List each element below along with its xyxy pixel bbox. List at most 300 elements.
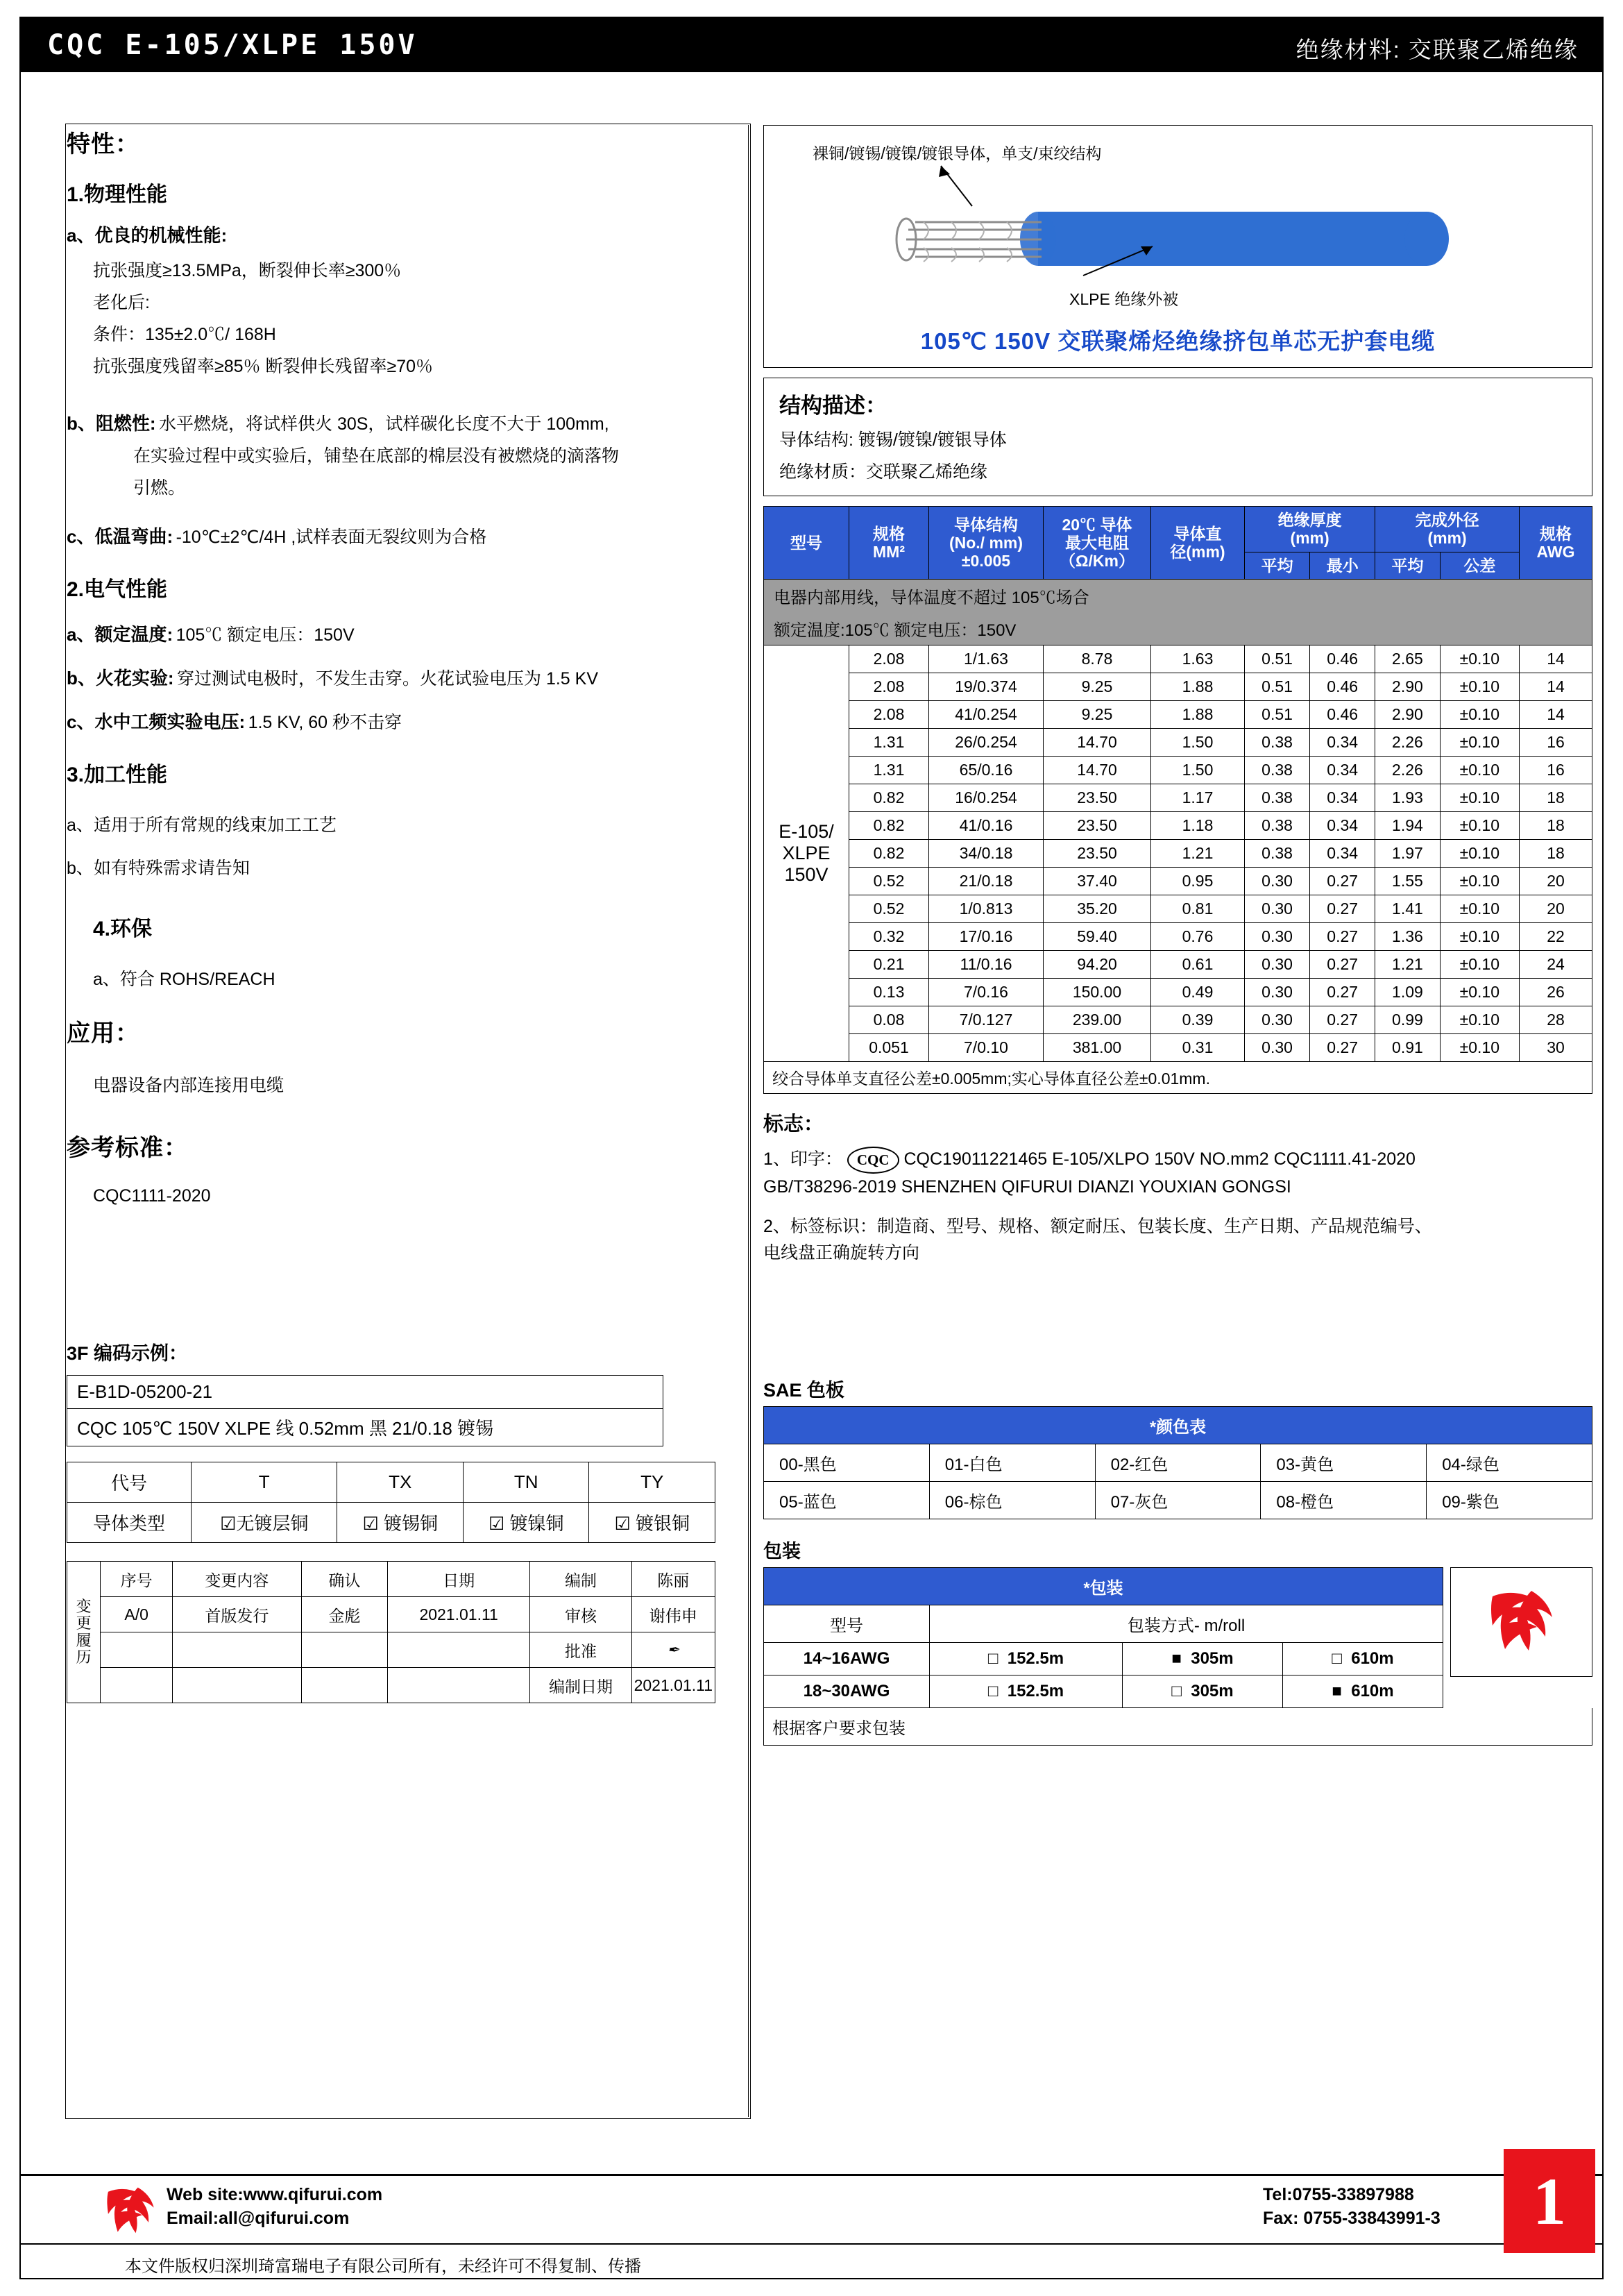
spec-cell-10-7: ±0.10 [1440,923,1519,951]
table-row [67,1597,715,1632]
footer-rule [21,2243,1602,2245]
th-outer-tol: 公差 [1440,552,1519,579]
qifurui-footer-logo-icon [97,2182,164,2240]
spec-cell-8-8: 20 [1520,868,1592,895]
application-title: 应用： [67,1020,139,1047]
table-row [67,1562,715,1597]
spec-cell-0-1: 1/1.63 [929,645,1044,673]
spec-cell-7-8: 18 [1520,840,1592,868]
packing-table [763,1567,1443,1708]
marking-line1-prefix: 1、印字： [763,1149,842,1170]
spec-cell-9-0: 0.52 [849,895,929,923]
spec-cell-14-5: 0.27 [1310,1034,1375,1062]
spec-cell-4-1: 65/0.16 [929,757,1044,784]
spec-cell-12-0: 0.13 [849,979,929,1006]
change-r1c5: 编制 [530,1562,631,1597]
figure-blue-title: 105℃ 150V 交联聚烯烃绝缘挤包单芯无护套电缆 [920,328,1436,354]
packing-row1-opt2[interactable]: ■ 305m [1123,1643,1283,1675]
left-column [67,125,750,1703]
spec-cell-8-4: 0.30 [1245,868,1310,895]
structure-line1: 导体结构: 镀锡/镀镍/镀银导体 [779,430,1007,450]
table-header-row [764,1605,1443,1643]
table-row [764,1006,1592,1034]
coding-example-line2: CQC 105℃ 150V XLPE 线 0.52mm 黑 21/0.18 镀锡 [67,1408,663,1446]
spec-cell-13-8: 28 [1520,1006,1592,1034]
marking-line1 [763,1146,1592,1174]
spec-cell-5-8: 18 [1520,784,1592,812]
th-awg: 规格 AWG [1520,507,1592,580]
spec-cell-0-3: 1.63 [1151,645,1245,673]
processing-a: a、适用于所有常规的线束加工工艺 [67,816,337,835]
physical-b-line1: 水平燃烧，将试样供火 30S，试样碳化长度不大于 100mm, [159,414,609,434]
physical-a-line3: 条件：135±2.0℃/ 168H [93,325,276,344]
sae-r2c5: 09-紫色 [1427,1482,1592,1519]
spec-cell-4-2: 14.70 [1044,757,1151,784]
th-spec: 规格 MM² [849,507,929,580]
spec-cell-10-4: 0.30 [1245,923,1310,951]
spec-cell-11-6: 1.21 [1375,951,1440,979]
spec-cell-3-1: 26/0.254 [929,729,1044,757]
spec-cell-4-4: 0.38 [1245,757,1310,784]
spec-cell-6-8: 18 [1520,812,1592,840]
th-resistance: 20℃ 导体 最大电阻 （Ω/Km） [1044,507,1151,580]
packing-row1-model: 14~16AWG [764,1643,930,1675]
daihao-h3: TN [463,1462,589,1503]
spec-cell-5-2: 23.50 [1044,784,1151,812]
spec-cell-4-0: 1.31 [849,757,929,784]
daihao-row-label: 导体类型 [67,1503,192,1543]
footer-logo [97,2182,164,2244]
change-r1c4: 2021.01.11 [387,1597,529,1632]
reference-title: 参考标准： [67,1135,188,1161]
spec-cell-10-5: 0.27 [1310,923,1375,951]
spec-cell-2-3: 1.88 [1151,701,1245,729]
structure-title: 结构描述： [779,394,887,418]
table-row [764,1643,1443,1675]
physical-b-line3: 引燃。 [133,478,186,498]
table-row [764,580,1592,613]
table-row [764,701,1592,729]
table-header-row [764,1407,1592,1444]
spec-cell-13-0: 0.08 [849,1006,929,1034]
change-r4c5: 编制日期 [530,1668,631,1703]
qifurui-logo-icon [1480,1584,1563,1660]
company-logo-box [1450,1567,1592,1677]
sae-r1c4: 03-黄色 [1261,1444,1427,1482]
page-number-badge: 1 [1504,2149,1595,2253]
figure-bottom-label: XLPE 绝缘外被 [1069,290,1179,308]
spec-cell-6-0: 0.82 [849,812,929,840]
physical-a-line4: 抗张强度残留率≥85％ 断裂伸长残留率≥70％ [93,357,434,376]
spec-cell-12-3: 0.49 [1151,979,1245,1006]
coding-example-title: 3F 编码示例： [67,1343,188,1364]
spec-cell-12-2: 150.00 [1044,979,1151,1006]
sae-r2c4: 08-橙色 [1261,1482,1427,1519]
spec-cell-12-5: 0.27 [1310,979,1375,1006]
packing-row1-opt1[interactable]: □ 152.5m [930,1643,1123,1675]
spec-cell-8-6: 1.55 [1375,868,1440,895]
physical-b-label: b、阻燃性: [67,413,156,434]
spec-cell-5-4: 0.38 [1245,784,1310,812]
spec-cell-5-6: 1.93 [1375,784,1440,812]
spec-cell-12-7: ±0.10 [1440,979,1519,1006]
spec-cell-6-5: 0.34 [1310,812,1375,840]
page-footer [21,2179,1602,2280]
marking-line2: GB/T38296-2019 SHENZHEN QIFURUI DIANZI YOUXIAN GONGSI [763,1176,1291,1197]
spec-cell-7-6: 1.97 [1375,840,1440,868]
spec-cell-6-4: 0.38 [1245,812,1310,840]
table-row [67,1668,715,1703]
change-r2c5: 审核 [530,1597,631,1632]
change-r1c3: 金彪 [301,1597,387,1632]
spec-cell-14-7: ±0.10 [1440,1034,1519,1062]
spec-cell-1-3: 1.88 [1151,673,1245,701]
th-cond-struct: 导体结构 (No./ mm) ±0.005 [929,507,1044,580]
packing-row2-opt2[interactable]: □ 305m [1123,1675,1283,1708]
spec-cell-2-5: 0.46 [1310,701,1375,729]
spec-cell-5-3: 1.17 [1151,784,1245,812]
table-row [67,1632,715,1668]
spec-cell-3-3: 1.50 [1151,729,1245,757]
daihao-v1[interactable]: ☑ 镀锡铜 [337,1503,464,1543]
spec-cell-3-8: 16 [1520,729,1592,757]
packing-title: 包装 [763,1541,801,1562]
change-r4c6: 2021.01.11 [631,1668,715,1703]
spec-cell-14-6: 0.91 [1375,1034,1440,1062]
table-row [764,1675,1443,1708]
figure-top-label: 裸铜/镀锡/镀镍/镀银导体，单支/束绞结构 [813,144,1102,162]
coding-example-box [67,1375,663,1446]
daihao-h4: TY [589,1462,715,1503]
spec-cell-8-1: 21/0.18 [929,868,1044,895]
change-h1: 序号 [101,1562,173,1597]
table-row [764,979,1592,1006]
spec-cell-11-1: 11/0.16 [929,951,1044,979]
spec-cell-10-3: 0.76 [1151,923,1245,951]
spec-cell-1-0: 2.08 [849,673,929,701]
sae-r1c1: 00-黑色 [764,1444,930,1482]
footer-email[interactable]: Email:all@qifurui.com [167,2209,350,2228]
change-r3c5: 批准 [530,1632,631,1668]
specification-table [763,506,1592,1094]
spec-cell-1-4: 0.51 [1245,673,1310,701]
spec-cell-0-5: 0.46 [1310,645,1375,673]
sae-r1c5: 04-绿色 [1427,1444,1592,1482]
physical-c-label: c、低温弯曲: [67,526,173,547]
th-insul-avg: 平均 [1245,552,1310,579]
spec-cell-8-5: 0.27 [1310,868,1375,895]
column-divider [748,125,749,2117]
environment-a: a、符合 ROHS/REACH [93,970,275,989]
spec-cell-12-4: 0.30 [1245,979,1310,1006]
spec-cell-7-1: 34/0.18 [929,840,1044,868]
spec-cell-13-3: 0.39 [1151,1006,1245,1034]
table-row [764,1444,1592,1482]
spec-cell-11-5: 0.27 [1310,951,1375,979]
footer-tel: Tel:0755-33897988 [1263,2185,1414,2204]
section-physical-title: 1.物理性能 [67,183,168,206]
table-header-row [764,1568,1443,1605]
spec-cell-9-7: ±0.10 [1440,895,1519,923]
spec-cell-8-2: 37.40 [1044,868,1151,895]
spec-cell-1-8: 14 [1520,673,1592,701]
spec-cell-13-6: 0.99 [1375,1006,1440,1034]
table-row [764,1034,1592,1062]
table-row [67,1462,715,1503]
spec-cell-0-6: 2.65 [1375,645,1440,673]
spec-cell-11-8: 24 [1520,951,1592,979]
table-row [764,868,1592,895]
sae-r2c2: 06-棕色 [929,1482,1095,1519]
spec-cell-14-3: 0.31 [1151,1034,1245,1062]
marking-title: 标志： [763,1113,824,1136]
spec-cell-12-8: 26 [1520,979,1592,1006]
spec-cell-0-2: 8.78 [1044,645,1151,673]
spec-cell-6-6: 1.94 [1375,812,1440,840]
spec-cell-8-0: 0.52 [849,868,929,895]
spec-cell-0-0: 2.08 [849,645,929,673]
packing-row2-opt1[interactable]: □ 152.5m [930,1675,1123,1708]
footer-website[interactable]: Web site:www.qifurui.com [167,2185,383,2204]
spec-cell-7-2: 23.50 [1044,840,1151,868]
packing-row1-opt3[interactable]: □ 610m [1283,1643,1443,1675]
th-model: 型号 [764,507,849,580]
sae-header: *颜色表 [764,1407,1592,1444]
table-row [764,1482,1592,1519]
change-signature: ✒ [631,1632,715,1668]
structure-description [763,378,1592,496]
electrical-b-label: b、火花实验: [67,668,174,689]
spec-cell-1-7: ±0.10 [1440,673,1519,701]
spec-cell-8-3: 0.95 [1151,868,1245,895]
spec-cell-0-7: ±0.10 [1440,645,1519,673]
cable-figure [763,125,1592,368]
electrical-a-line1: 105℃ 额定电压：150V [176,625,355,645]
change-r1c6: 陈丽 [631,1562,715,1597]
th-insulation: 绝缘厚度 (mm) [1245,507,1375,552]
spec-cell-7-7: ±0.10 [1440,840,1519,868]
table-gray-note2: 额定温度:105℃ 额定电压：150V [764,612,1592,645]
reference-text: CQC1111-2020 [93,1186,211,1206]
electrical-c-line1: 1.5 KV, 60 秒不击穿 [248,713,402,732]
table-row [67,1503,715,1543]
th-diameter: 导体直 径(mm) [1151,507,1245,580]
daihao-v2[interactable]: ☑ 镀镍铜 [463,1503,589,1543]
daihao-h1: T [192,1462,337,1503]
spec-cell-9-6: 1.41 [1375,895,1440,923]
table-row [764,784,1592,812]
spec-cell-1-6: 2.90 [1375,673,1440,701]
spec-cell-2-4: 0.51 [1245,701,1310,729]
spec-cell-11-4: 0.30 [1245,951,1310,979]
spec-cell-4-5: 0.34 [1310,757,1375,784]
daihao-h0: 代号 [67,1462,192,1503]
daihao-v3[interactable]: ☑ 镀银铜 [589,1503,715,1543]
footer-copyright: 本文件版权归深圳琦富瑞电子有限公司所有，未经许可不得复制、传播 [125,2257,641,2276]
marking-line3: 2、标签标识：制造商、型号、规格、额定耐压、包装长度、生产日期、产品规范编号、 [763,1216,1432,1236]
spec-cell-8-7: ±0.10 [1440,868,1519,895]
spec-cell-3-4: 0.38 [1245,729,1310,757]
marking-section [763,1109,1592,1267]
spec-cell-13-2: 239.00 [1044,1006,1151,1034]
footer-divider [21,2174,1602,2176]
spec-cell-3-5: 0.34 [1310,729,1375,757]
spec-cell-12-6: 1.09 [1375,979,1440,1006]
spec-cell-11-3: 0.61 [1151,951,1245,979]
header-title-right: 绝缘材料: 交联聚乙烯绝缘 [1295,37,1579,62]
structure-line2: 绝缘材质：交联聚乙烯绝缘 [779,462,988,482]
spec-cell-2-7: ±0.10 [1440,701,1519,729]
packing-row2-opt3[interactable]: ■ 610m [1283,1675,1443,1708]
sae-r2c3: 07-灰色 [1095,1482,1261,1519]
spec-cell-3-0: 1.31 [849,729,929,757]
table-gray-note1: 电器内部用线，导体温度不超过 105℃场合 [764,580,1592,613]
packing-note: 根据客户要求包装 [763,1708,1592,1746]
spec-cell-7-4: 0.38 [1245,840,1310,868]
specification-table-body [764,645,1592,1062]
spec-cell-4-8: 16 [1520,757,1592,784]
spec-cell-10-2: 59.40 [1044,923,1151,951]
spec-cell-6-1: 41/0.16 [929,812,1044,840]
table-header-row [764,507,1592,552]
spec-cell-10-0: 0.32 [849,923,929,951]
change-r2c6: 谢伟申 [631,1597,715,1632]
spec-cell-7-5: 0.34 [1310,840,1375,868]
table-row [764,1062,1592,1094]
physical-b-line2: 在实验过程中或实验后，铺垫在底部的棉层没有被燃烧的滴落物 [133,446,620,466]
sae-color-table [763,1406,1592,1519]
spec-cell-7-3: 1.21 [1151,840,1245,868]
spec-cell-3-2: 14.70 [1044,729,1151,757]
th-outer-avg: 平均 [1375,552,1440,579]
physical-a-line2: 老化后: [93,293,150,312]
table-row [764,840,1592,868]
change-r1c2: 首版发行 [172,1597,301,1632]
table-row [764,812,1592,840]
spec-cell-7-0: 0.82 [849,840,929,868]
spec-cell-1-2: 9.25 [1044,673,1151,701]
th-outer: 完成外径 (mm) [1375,507,1520,552]
spec-cell-1-1: 19/0.374 [929,673,1044,701]
table-row [764,729,1592,757]
coding-example-line1: E-B1D-05200-21 [77,1381,213,1402]
packing-row2-model: 18~30AWG [764,1675,930,1708]
spec-cell-9-3: 0.81 [1151,895,1245,923]
table-row [764,673,1592,701]
packing-wrap [763,1567,1592,1708]
table-row [764,923,1592,951]
spec-cell-4-7: ±0.10 [1440,757,1519,784]
spec-cell-13-5: 0.27 [1310,1006,1375,1034]
footer-fax: Fax: 0755-33843991-3 [1263,2209,1441,2228]
sae-r1c3: 02-红色 [1095,1444,1261,1482]
electrical-a-label: a、额定温度: [67,624,173,645]
header-title-left: CQC E-105/XLPE 150V [47,29,418,61]
physical-a-line1: 抗张强度≥13.5MPa，断裂伸长率≥300％ [93,261,402,280]
spec-cell-14-8: 30 [1520,1034,1592,1062]
processing-b: b、如有特殊需求请告知 [67,859,250,878]
spec-cell-0-8: 14 [1520,645,1592,673]
spec-cell-12-1: 7/0.16 [929,979,1044,1006]
electrical-b-line1: 穿过测试电极时，不发生击穿。火花试验电压为 1.5 KV [177,669,598,689]
table-row [764,645,1592,673]
spec-cell-5-5: 0.34 [1310,784,1375,812]
spec-cell-11-0: 0.21 [849,951,929,979]
table-row [764,612,1592,645]
packing-col-model: 型号 [764,1605,930,1643]
table-row [764,895,1592,923]
spec-cell-4-6: 2.26 [1375,757,1440,784]
packing-col-way: 包装方式- m/roll [930,1605,1443,1643]
marking-line4: 电线盘正确旋转方向 [763,1243,920,1263]
spec-cell-5-7: ±0.10 [1440,784,1519,812]
sae-r1c2: 01-白色 [929,1444,1095,1482]
spec-cell-14-4: 0.30 [1245,1034,1310,1062]
features-title: 特性： [67,131,139,158]
table-tolerance-note: 绞合导体单支直径公差±0.005mm;实心导体直径公差±0.01mm. [764,1062,1592,1094]
change-r1c1: A/0 [101,1597,173,1632]
spec-cell-10-8: 22 [1520,923,1592,951]
spec-cell-13-7: ±0.10 [1440,1006,1519,1034]
change-h2: 变更内容 [172,1562,301,1597]
electrical-c-label: c、水中工频实验电压: [67,711,246,732]
spec-cell-9-1: 1/0.813 [929,895,1044,923]
table-row [764,757,1592,784]
spec-cell-2-1: 41/0.254 [929,701,1044,729]
cqc-logo-icon: CQC [847,1147,899,1174]
section-electrical-title: 2.电气性能 [67,578,168,601]
spec-cell-6-3: 1.18 [1151,812,1245,840]
change-h4: 日期 [387,1562,529,1597]
spec-cell-9-2: 35.20 [1044,895,1151,923]
spec-cell-14-2: 381.00 [1044,1034,1151,1062]
change-history-table [67,1561,715,1703]
spec-cell-0-4: 0.51 [1245,645,1310,673]
spec-cell-5-1: 16/0.254 [929,784,1044,812]
spec-cell-3-6: 2.26 [1375,729,1440,757]
spec-cell-4-3: 1.50 [1151,757,1245,784]
spec-cell-2-0: 2.08 [849,701,929,729]
spec-cell-2-6: 2.90 [1375,701,1440,729]
spec-cell-6-2: 23.50 [1044,812,1151,840]
spec-cell-11-2: 94.20 [1044,951,1151,979]
physical-a-label: a、优良的机械性能: [67,225,228,246]
change-h3: 确认 [301,1562,387,1597]
spec-cell-14-1: 7/0.10 [929,1034,1044,1062]
spec-cell-1-5: 0.46 [1310,673,1375,701]
table-row [764,951,1592,979]
spec-cell-11-7: ±0.10 [1440,951,1519,979]
spec-cell-3-7: ±0.10 [1440,729,1519,757]
daihao-h2: TX [337,1462,464,1503]
spec-cell-9-4: 0.30 [1245,895,1310,923]
packing-header: *包装 [764,1568,1443,1605]
spec-cell-6-7: ±0.10 [1440,812,1519,840]
spec-cell-9-5: 0.27 [1310,895,1375,923]
spec-cell-13-1: 7/0.127 [929,1006,1044,1034]
application-text: 电器设备内部连接用电缆 [93,1076,284,1095]
conductor-type-table [67,1462,715,1543]
section-environment-title: 4.环保 [93,918,153,940]
physical-c-line1: -10℃±2℃/4H ,试样表面无裂纹则为合格 [176,527,487,547]
spec-cell-10-6: 1.36 [1375,923,1440,951]
spec-cell-5-0: 0.82 [849,784,929,812]
spec-cell-2-2: 9.25 [1044,701,1151,729]
marking-line1-text: CQC19011221465 E-105/XLPO 150V NO.mm2 CQC1111.41-2020 [903,1149,1416,1170]
cable-drawing [764,158,1592,303]
spec-cell-14-0: 0.051 [849,1034,929,1062]
daihao-v0[interactable]: ☑无镀层铜 [192,1503,337,1543]
